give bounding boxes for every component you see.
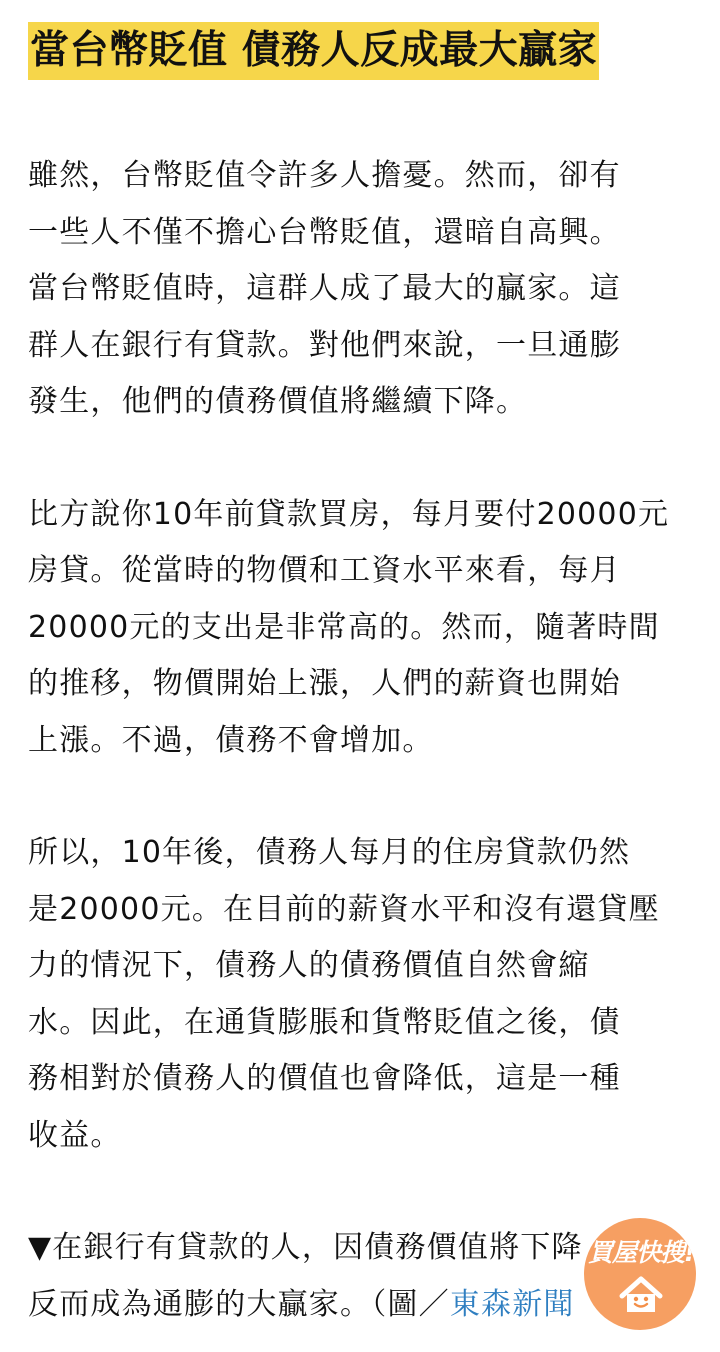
paragraph-line: 所以，10年後，債務人每月的住房貸款仍然 xyxy=(28,835,631,870)
floating-search-badge[interactable] xyxy=(584,1218,696,1330)
article xyxy=(28,22,698,1333)
paragraph-line: 一些人不僅不擔心台幣貶值，還暗自高興。 xyxy=(28,214,621,250)
caption-source-link[interactable]: 東森新聞 xyxy=(449,1286,575,1322)
paragraph-line: 上漲。不過，債務不會增加。 xyxy=(28,722,434,758)
paragraph-line: 群人在銀行有貸款。對他們來說，一旦通膨 xyxy=(28,327,621,363)
paragraph-2 xyxy=(28,487,698,770)
paragraph-line: 務相對於債務人的價值也會降低，這是一種 xyxy=(28,1061,621,1096)
badge-label: 買屋快搜! xyxy=(588,1238,695,1267)
paragraph-line: 是20000元。在目前的薪資水平和沒有還貸壓 xyxy=(28,891,660,927)
article-headline: 當台幣貶值 債務人反成最大贏家 xyxy=(28,22,599,80)
paragraph-line: 比方說你10年前貸款買房，每月要付20000元 xyxy=(28,496,670,532)
house-smile-icon xyxy=(618,1274,664,1316)
paragraph-3 xyxy=(28,825,698,1164)
caption-line: ▼在銀行有貸款的人，因債務價值將下降 xyxy=(28,1230,583,1265)
caption-text: 反而成為通膨的大贏家。（圖／ xyxy=(28,1286,450,1322)
paragraph-line: 水。因此，在通貨膨脹和貨幣貶值之後，債 xyxy=(28,1004,621,1040)
paragraph-line: 房貸。從當時的物價和工資水平來看，每月 xyxy=(28,553,621,588)
paragraph-line: 收益。 xyxy=(28,1117,122,1153)
paragraph-line: 的推移，物價開始上漲，人們的薪資也開始 xyxy=(28,666,621,701)
paragraph-line: 當台幣貶值時，這群人成了最大的贏家。這 xyxy=(28,271,621,306)
paragraph-line: 力的情況下，債務人的債務價值自然會縮 xyxy=(28,948,590,983)
paragraph-1 xyxy=(28,148,698,431)
paragraph-line: 20000元的支出是非常高的。然而，隨著時間 xyxy=(28,609,660,645)
paragraph-line: 發生，他們的債務價值將繼續下降。 xyxy=(28,384,528,419)
paragraph-line: 雖然，台幣貶值令許多人擔憂。然而，卻有 xyxy=(28,158,621,193)
